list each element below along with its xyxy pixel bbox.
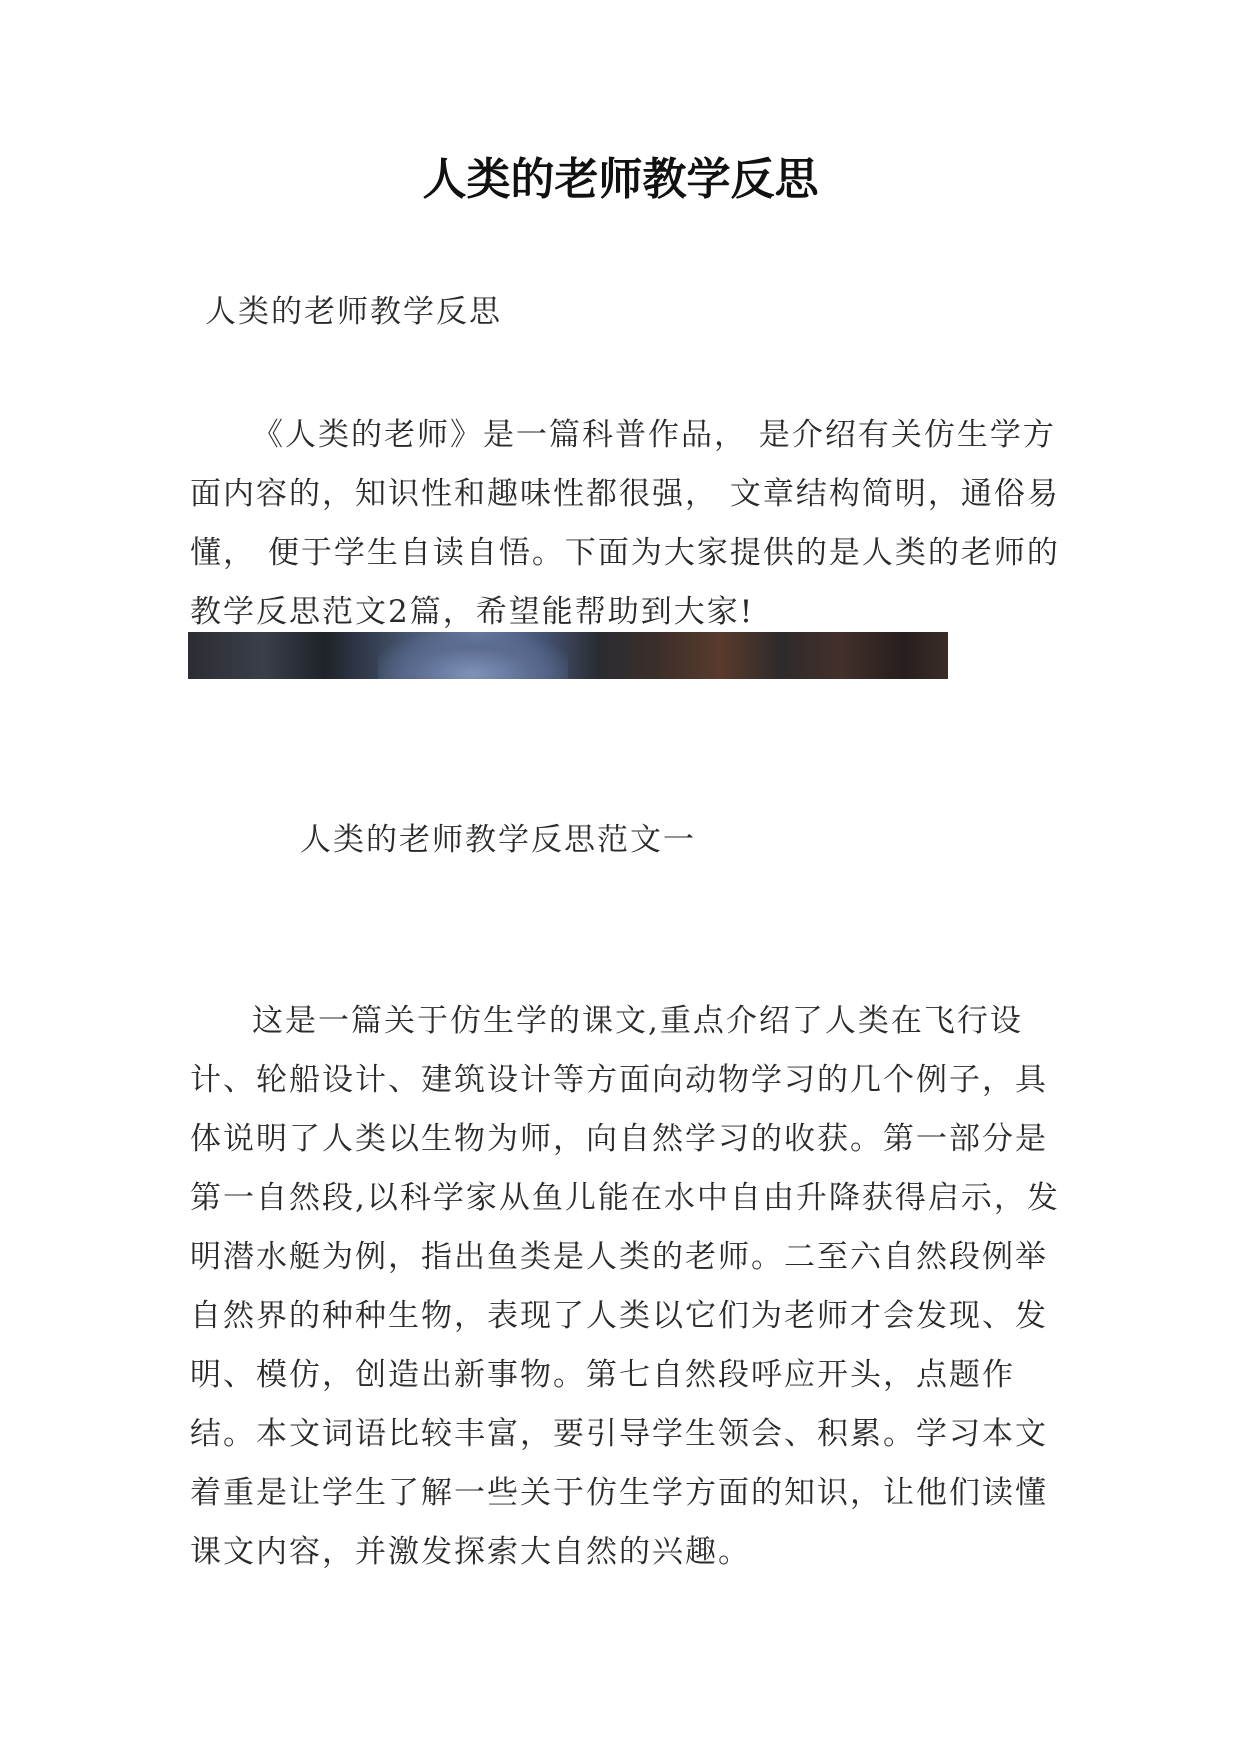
body-paragraph: 这是一篇关于仿生学的课文,重点介绍了人类在飞行设计、轮船设计、建筑设计等方面向动物学习的几个例子，具体说明了人类以生物为师，向自然学习的收获。第一部分是第一自然段,以科学家从鱼儿能在水中自由升降获得启示，发明潜水艇为例，指出鱼类是人类的老师。二至六自然段例举自然界的种种生物，表现了人类以它们为老师才会发现、发明、模仿，创造出新事物。第七自然段呼应开头，点题作结。本文词语比较丰富，要引导学生领会、积累。学习本文着重是让学生了解一些关于仿生学方面的知识，让他们读懂课文内容，并激发探索大自然的兴趣。 <box>190 1003 1060 1570</box>
photo-highlight <box>378 632 568 679</box>
intro-paragraph: 《人类的老师》是一篇科普作品， 是介绍有关仿生学方面内容的，知识性和趣味性都很强， 文章结构简明，通俗易懂， 便于学生自读自悟。下面为大家提供的是人类的老师的教学反思范文2篇，希望能帮助到大家! <box>190 417 1060 630</box>
cropped-photo <box>188 632 948 679</box>
document-title: 人类的老师教学反思 <box>422 154 819 205</box>
section-heading: 人类的老师教学反思范文一 <box>300 822 696 858</box>
document-subtitle: 人类的老师教学反思 <box>205 294 502 330</box>
